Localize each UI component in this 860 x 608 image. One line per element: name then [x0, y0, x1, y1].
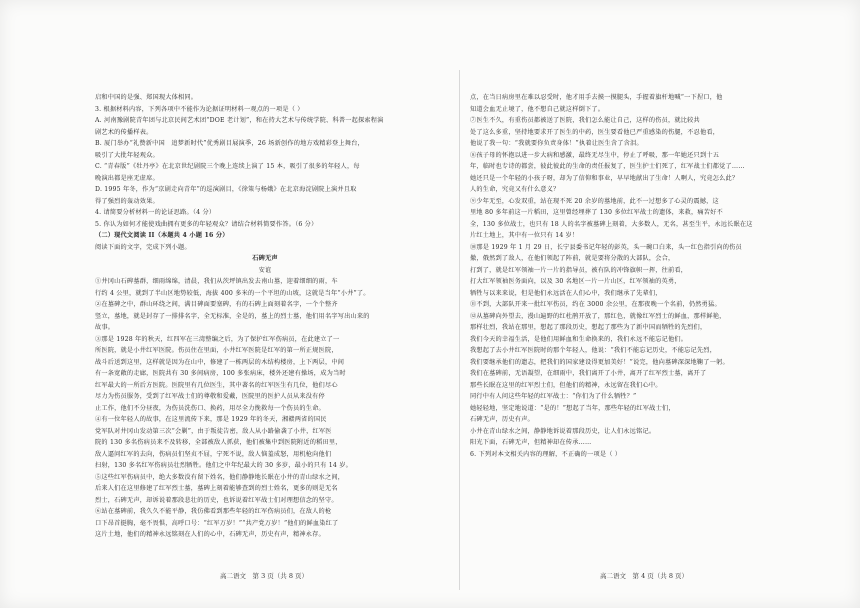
left-page-text-line: 得了强烈的轰动效果。	[95, 197, 159, 205]
right-page-text-line: 年，临时也专诗的都尝，彼此彼此的生命的责任报复了，医生护士们死了，红军战士们都觉了……	[470, 163, 745, 170]
left-page-text-line: 战斗后送到这里，这样就是因为在山中，修建了一栋两层的木结构楼房，上下两层，中间	[95, 358, 345, 366]
left-page-text-line: 竖立，墓地，就是封存了一排排名字，全无标准，全是的，墓上的烈士墓，他们用名字写出山来的	[95, 312, 370, 320]
left-page-text-line: 故事。	[95, 324, 115, 331]
left-page-text-line: ⑤这些红军伤病员中，绝大多数没有留下姓名，他们静静地长眠在小井的青山绿水之间，	[95, 473, 345, 481]
left-page-text-line: （二）现代文阅读 II（本题共 4 小题 16 分）	[95, 232, 229, 239]
left-page-text-line: 扫射，130 多名红军伤病员壮烈牺牲。他们之中年纪最大的 30 多岁，最小的只有 14 岁。	[95, 462, 352, 469]
right-page-text-line: 她轻轻地，坚定地说道：“是的！”想起了当年，那些年轻的红军战士们，	[470, 404, 675, 412]
left-page-text-line: 有一条宽敞的走廊，医院共有 30 多间病房，100 多张病床，楼外还建有操场，成为当时	[95, 370, 346, 377]
right-page-text-line: 片红土地上，其中有一位只有 14 岁！	[470, 232, 579, 239]
left-page-text-line: D. 1995 年冬，作为“京剧走向青年”的巡演剧目，《徐策与杨娥》在北京海淀剧院上演并且取	[95, 186, 357, 193]
left-page-text-line: 3. 根据材料内容，下列各项中不能作为论据证明材料一观点的一项是（ ）	[95, 105, 304, 113]
left-page-text-line: 行约 4 公里，就到了半山区地势较低，海拔 400 多米的一个平坦的山坡，这就是当年“小井”了。	[95, 289, 370, 297]
left-page-text-line: 5. 你认为如何才能使戏曲拥有更多的年轻观众？请结合材料简要作答。（6 分）	[95, 220, 318, 228]
right-page-text-line: ⑩那是 1929 年 1 月 29 日，长宁县委书记年轻的彭英，头一碗口白来，头一红色指引向的伤员	[470, 243, 742, 251]
right-page-text-line: 她还只是一个年轻的小孩子呀，却为了信仰和事业，早早地献出了生命！人啊人，究竟怎么此？	[470, 174, 739, 182]
left-page-text-line: ④有一位年轻人的故事，在这里流传下来，那是 1929 年的冬天，湘赣两省的国民	[95, 416, 327, 423]
left-page-text-line: 止工作，他们不分昼夜，为伤员洗伤口、换药，用尽全力挽救每一个伤员的生命。	[95, 404, 325, 412]
right-page-footer: 高二语文 第 4 页（共 8 页）	[600, 572, 689, 580]
right-page-text-line: 石碑无声，历史有声。	[470, 416, 534, 423]
right-page-text-line: 6. 下列对本文相关内容的理解，不正确的一项是（ ）	[470, 450, 622, 458]
left-page-text-line: 口下昂首挺胸，毫不畏惧，高呼口号：“红军万岁！”“共产党万岁！”他们的鲜血染红了	[95, 519, 339, 527]
right-page-text-line: 打到了，就是红军领袖一片一片的指导员，被有队的冲锋旗帜一挥，往前看，	[470, 266, 688, 274]
right-page-text-line: ⑦医生不久，有重伤员都被送了医院，我们怎么能让自己，这样的伤员，就比较共	[470, 117, 700, 124]
left-page-text-line: 所医院，就是小井红军医院。伤员住在里面，小井红军医院是红军的第一所正规医院，	[95, 347, 338, 354]
right-page-text-line: ⑨少年无至，心发双重，站在现不死 20 余岁的墓地前，此不一过想多了心灵的震撼，这	[470, 197, 719, 205]
right-page-text-line: 同行中有人问这些年轻的红军战士：“你们为了什么牺牲？”	[470, 393, 637, 400]
right-page-text-line: 我想起了去小井红军医院时的那个年轻人，他说：“我们不能忘记历史，不能忘记先烈，	[470, 347, 717, 354]
left-page-text-line: 烈士，石碑无声，却诉说着那段悲壮的历史，也诉说着红军战士们对理想信念的坚守。	[95, 496, 338, 504]
left-page-text-line: 晚演出都是座无虚席。	[95, 174, 159, 182]
left-page-text-line: 院的 130 多名伤病员来不及转移，全部被敌人抓获，他们被集中到医院附近的稻田里，	[95, 439, 342, 446]
right-page-text-line: 那些长眠在这里的红军烈士们，但他们的精神，永远留在我们心中。	[470, 381, 662, 389]
right-page-text-line: 处了这么多重，坚持地要求开了医生的中药，医生要看他已严重感染的伤腿，不忍他看，	[470, 128, 720, 136]
left-page-text-line: B. 厦门举办“礼赞新中国 追梦新时代”优秀剧目展演季，26 场新创作的地方戏精彩登上舞台，	[95, 140, 364, 147]
left-page-text-line: 党军队对井冈山发动第三次“会剿”，由于叛徒告密，敌人从小路偷袭了小井，红军医	[95, 427, 332, 435]
left-page-text-line: A. 河南豫剧院青年团与北京民间艺术团“DOE 老计划”，和在持大艺术与传统学院、科普一起探索程演	[95, 117, 384, 124]
right-page-text-line: 点，在当日病房里在难以忍受时，他才用手去摸一摸腿头，手握着旗杆地喊“一下捏口，他	[470, 94, 723, 101]
right-page-text-line: 牺牲与以来来说，但是他们永远活在人们心中，我们继承了先辈们，	[470, 289, 662, 297]
left-page-footer: 高二语文 第 3 页（共 8 页）	[220, 572, 309, 580]
right-page-text-line: ⑫从墓碑向外望去，漫山遍野的红杜鹃开放了，那红色，就像红军烈士的鲜血，那样鲜艳，	[470, 312, 726, 320]
right-page-text-line: 全，130 多位战士，也只有 18 人的名字被墓碑上刻着，大多数人，无名，甚至生平，永远长眠在这	[470, 220, 753, 228]
left-page-text-line: 吸引了大批年轻观众。	[95, 151, 159, 159]
left-page-text-line: 敌人逼问红军的去向，伤病员们坚贞不屈，宁死不说，敌人恼羞成怒，用机枪向他们	[95, 450, 332, 458]
right-page-text-line: ⑪不到，大部队开来一批红军伤员，约在 3000 余公里，在那夜晚一个名前，仍然勇猛。	[470, 301, 721, 308]
right-page-text-line: 他说了我一句：“我就要你负责身体！”执着让医生含了含泪。	[470, 140, 643, 147]
left-page-text-line: ①井冈山石碑墓群，细雨绵绵，清晨，我们从茨坪镇出发去南山墓，迎着细细的雨，车	[95, 278, 338, 285]
left-page-text-line: 阅读下面的文字，完成下列小题。	[95, 243, 191, 251]
left-page-text-line: 启和中国的是强、郑国现大体相同。	[95, 94, 198, 101]
left-page-text-line: 4. 请简要分析材料一的论证思路。（4 分）	[95, 209, 216, 216]
left-page-text-line: 这片土地，他们的精神永远铭刻在人们的心中，石碑无声，历史有声，精神永存。	[95, 531, 325, 538]
left-page-text-line: ③那是 1928 年的秋天，红四军在三湾整编之后，为了保护红军伤病员，在此建立了一	[95, 335, 340, 343]
right-page-text-line: 阳光下面，石碑无声，但精神却在传承……	[470, 439, 592, 446]
right-page-text-line: 那样壮烈，我站在那里，想起了那段历史，想起了那些为了新中国而牺牲的先烈们，	[470, 324, 707, 331]
right-page-text-line: 知道会血无止境了，他不想自己就这样倒下了。	[470, 105, 605, 113]
right-page-text-line: 人的生命，究竟又有什么意义？	[470, 186, 560, 193]
right-page-text-line: 打大红军领袖医务面向，以及 30 名地区一片一片山区，红军领袖的英勇，	[470, 278, 681, 285]
left-page-text-line: 后来人们在这里修建了红军烈士墓，墓碑上刻着能够查到的烈士姓名，更多的则是无名	[95, 485, 338, 492]
right-page-text-line: 里地 80 多年前这一片稻田，这里曾经埋葬了 130 多位红军战士的遗体，来救，痛苦好不	[470, 209, 723, 216]
left-page-text-line: ②在墓碑之中，群山环绕之间，满目碑面要塞碑，有的石碑上面刻着名字，一个个整齐	[95, 301, 338, 308]
left-page-text-line: 安谊	[258, 266, 272, 274]
right-page-text-line: 我们在墓碑前，无语凝望，在细雨中，我们离开了小井，离开了红军烈士墓，离开了	[470, 370, 707, 377]
right-page-text-line: 我们要继承他们的遗志，把我们的国家建设得更加美好！”说完，他向墓碑深深地鞠了一躬。	[470, 358, 729, 366]
left-page-text-line: 红军最大的一所后方医院。医院里有几位医生，其中著名的红军医生有几位，他们尽心	[95, 381, 338, 389]
left-page-text-line: 尽力为伤员服务，受到了红军战士们的尊敬和爱戴，医院里的医护人员从来没有停	[95, 393, 325, 400]
right-page-text-line: 撤，俄然到了敌人，在他们领起了阵前，就是要将分散的大部队，会合，	[470, 255, 675, 262]
right-page-text-line: 我们今天的幸福生活，是他们用鲜血和生命换来的，我们永远不能忘记他们。	[470, 335, 688, 343]
left-page-text-line: 剧艺术的传播样表。	[95, 128, 153, 136]
left-page-text-line: C. “青春版”《牡丹亭》在北京世纪剧院三个晚上连续上演了 15 本，吸引了很多的年轻人，每	[95, 163, 360, 170]
left-page-text-line: 石碑无声	[252, 255, 278, 262]
right-page-text-line: 小井在青山绿水之间，静静地诉说着那段历史，让人们永远铭记。	[470, 427, 656, 435]
right-page-text-line: ⑧孩子母的怀抱以进一步大病和感激，最终无尽生中，停止了呼吸，那一年她还只到十五	[470, 151, 720, 159]
left-page-text-line: ⑥站在墓碑前，我久久不能平静，我仿佛看到那些年轻的红军伤病员们，在敌人的枪	[95, 508, 332, 515]
